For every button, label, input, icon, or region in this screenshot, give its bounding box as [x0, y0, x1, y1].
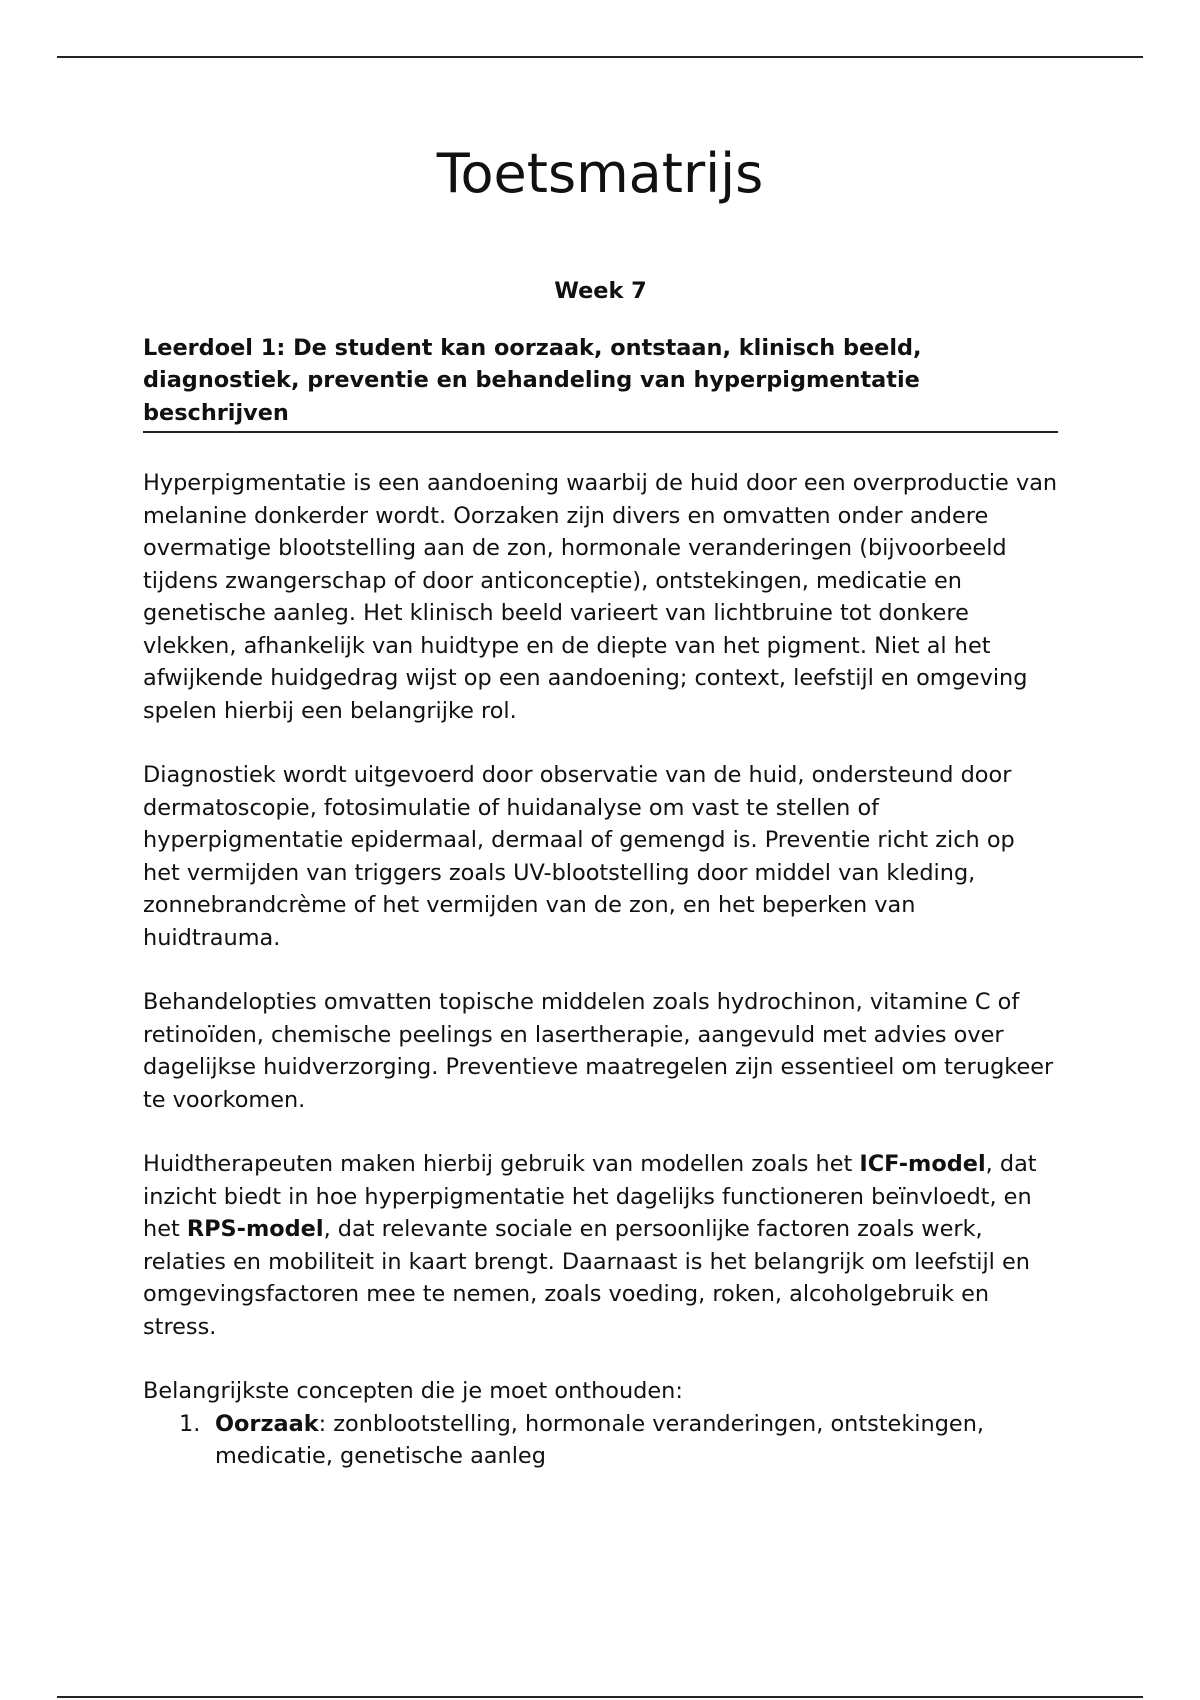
document-body [143, 275, 1058, 1473]
learning-goal-heading: Leerdoel 1: De student kan oorzaak, ontstaan, klinisch beeld, diagnostiek, preventie en behandeling van hyperpigmentatie beschrijven [143, 332, 1058, 434]
models-text-1: Huidtherapeuten maken hierbij gebruik van modellen zoals het [143, 1151, 860, 1177]
icf-model-term: ICF-model [859, 1151, 986, 1177]
concepts-list [143, 1408, 1058, 1473]
footer-rule [57, 1696, 1143, 1698]
paragraph-diagnostics-prevention: Diagnostiek wordt uitgevoerd door observatie van de huid, ondersteund door dermatoscopie, fotosimulatie of huidanalyse om vast te stellen of hyperpigmentatie epidermaal, dermaal of gemengd is. Preventie richt zich op het vermijden van triggers zoals UV-blootstelling door middel van kleding, zonnebrandcrème of het vermijden van de zon, en het beperken van huidtrauma. [143, 762, 1015, 951]
models-text-3: , dat relevante sociale en persoonlijke factoren zoals werk, relaties en mobiliteit in kaart brengt. Daarnaast is het belangrijk om leefstijl en omgevingsfactoren mee te nemen, zoals voeding, roken, alcoholgebruik en stress. [143, 1216, 1030, 1340]
list-item-term: Oorzaak [215, 1410, 319, 1437]
document-title: Toetsmatrijs [436, 142, 764, 205]
paragraph-treatment: Behandelopties omvatten topische middelen zoals hydrochinon, vitamine C of retinoïden, chemische peelings en lasertherapie, aangevuld met advies over dagelijkse huidverzorging. Preventieve maatregelen zijn essentieel om terugkeer te voorkomen. [143, 989, 1054, 1113]
list-item-text: : zonblootstelling, hormonale veranderingen, ontstekingen, medicatie, genetische aanleg [215, 1410, 985, 1469]
list-item-number: 1. [179, 1410, 201, 1437]
models-text-2: , dat inzicht biedt in hoe hyperpigmentatie het dagelijks functioneren beïnvloedt, en het [143, 1151, 1037, 1242]
paragraph-cause-clinical: Hyperpigmentatie is een aandoening waarbij de huid door een overproductie van melanine donkerder wordt. Oorzaken zijn divers en omvatten onder andere overmatige blootstelling aan de zon, hormonale veranderingen (bijvoorbeeld tijdens zwangerschap of door anticonceptie), ontstekingen, medicatie en genetische aanleg. Het klinisch beeld varieert van lichtbruine tot donkere vlekken, afhankelijk van huidtype en de diepte van het pigment. Niet al het afwijkende huidgedrag wijst op een aandoening; context, leefstijl en omgeving spelen hierbij een belangrijke rol. [143, 470, 1058, 724]
paragraph-models [143, 1148, 1058, 1343]
list-item [179, 1408, 1058, 1473]
header-rule [57, 56, 1143, 58]
concepts-intro: Belangrijkste concepten die je moet onthouden: [143, 1378, 683, 1404]
week-heading: Week 7 [554, 278, 647, 304]
rps-model-term: RPS-model [186, 1216, 324, 1242]
